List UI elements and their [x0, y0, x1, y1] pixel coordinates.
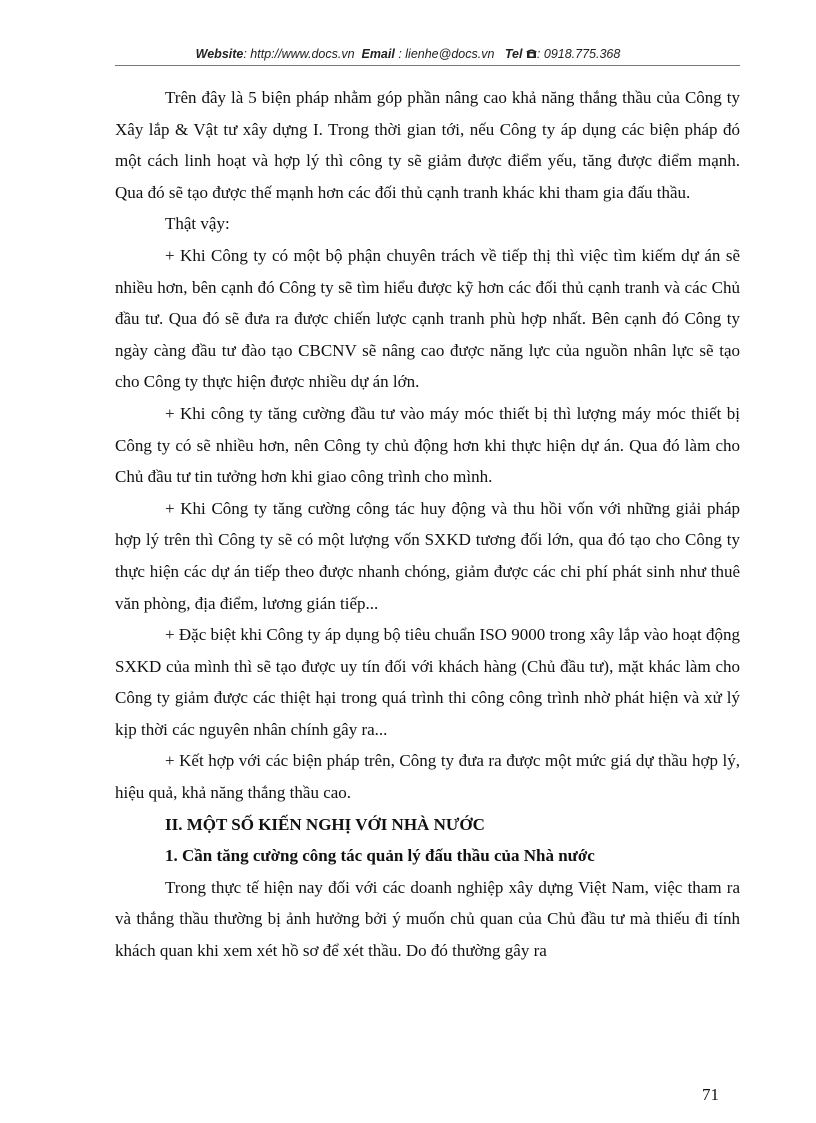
- tel-label: Tel: [504, 47, 523, 61]
- header-rule: [115, 65, 740, 66]
- website-value: : http://www.docs.vn: [243, 47, 355, 61]
- paragraph-equipment: + Khi công ty tăng cường đầu tư vào máy móc thiết bị thì lượng máy móc thiết bị Công ty có sẽ nhiều hơn, nên Công ty chủ động hơn khi thực hiện dự án. Qua đó làm cho Chủ đầu tư tin tưởng hơn khi giao công trình cho mình.: [115, 403, 740, 487]
- subsection-heading: 1. Cần tăng cường công tác quản lý đấu thầu của Nhà nước: [165, 846, 595, 866]
- paragraph-marketing: + Khi Công ty có một bộ phận chuyên trách về tiếp thị thì việc tìm kiếm dự án sẽ nhiều hơn, bên cạnh đó Công ty sẽ tìm hiểu được kỹ hơn các đối thủ cạnh tranh và các Chủ đầu tư. Qua đó sẽ đưa ra được chiến lược cạnh tranh phù hợp nhất. Bên cạnh đó Công ty ngày càng đầu tư đào tạo CBCNV sẽ nâng cao được năng lực của nguồn nhân lực sẽ tạo cho Công ty thực hiện được nhiều dự án lớn.: [115, 245, 740, 392]
- phone-icon: [526, 48, 537, 59]
- page-header: [0, 47, 816, 61]
- paragraph-iso: + Đặc biệt khi Công ty áp dụng bộ tiêu chuẩn ISO 9000 trong xây lắp vào hoạt động SXKD của mình thì sẽ tạo được uy tín đối với khách hàng (Chủ đầu tư), mặt khác làm cho Công ty giảm được các thiệt hại trong quá trình thi công công trình nhờ phát hiện và xử lý kịp thời các nguyên nhân chính gây ra...: [115, 625, 740, 739]
- paragraph-capital: + Khi Công ty tăng cường công tác huy động và thu hồi vốn với những giải pháp hợp lý trên thì Công ty sẽ có một lượng vốn SXKD tương đối lớn, qua đó tạo cho Công ty thực hiện các dự án tiếp theo được nhanh chóng, giảm được các chi phí phát sinh như thuê văn phòng, địa điểm, lương gián tiếp...: [115, 498, 740, 613]
- email-value: : lienhe@docs.vn: [398, 47, 495, 61]
- document-body: [115, 82, 740, 967]
- paragraph-indeed: Thật vậy:: [165, 214, 230, 234]
- page-number: 71: [702, 1085, 719, 1104]
- section-heading: II. MỘT SỐ KIẾN NGHỊ VỚI NHÀ NƯỚC: [165, 814, 485, 834]
- website-label: Website: [195, 47, 244, 61]
- paragraph-pricing: + Kết hợp với các biện pháp trên, Công ty đưa ra được một mức giá dự thầu hợp lý, hiệu quả, khả năng thắng thầu cao.: [115, 751, 740, 803]
- email-label: Email: [361, 47, 395, 61]
- paragraph-final: Trong thực tế hiện nay đối với các doanh nghiệp xây dựng Việt Nam, việc tham ra và thắng thầu thường bị ảnh hưởng bởi ý muốn chủ quan của Chủ đầu tư mà thiếu đi tính khách quan khi xem xét hồ sơ để xét thầu. Do đó thường gây ra: [115, 877, 740, 961]
- tel-value: : 0918.775.368: [536, 47, 621, 61]
- paragraph-intro: Trên đây là 5 biện pháp nhằm góp phần nâng cao khả năng thắng thầu của Công ty Xây lắp & Vật tư xây dựng I. Trong thời gian tới, nếu Công ty áp dụng các biện pháp đó một cách linh hoạt và hợp lý thì công ty sẽ giảm được điểm yếu, tăng được điểm mạnh. Qua đó sẽ tạo được thế mạnh hơn các đối thủ cạnh tranh khác khi tham gia đấu thầu.: [115, 88, 740, 202]
